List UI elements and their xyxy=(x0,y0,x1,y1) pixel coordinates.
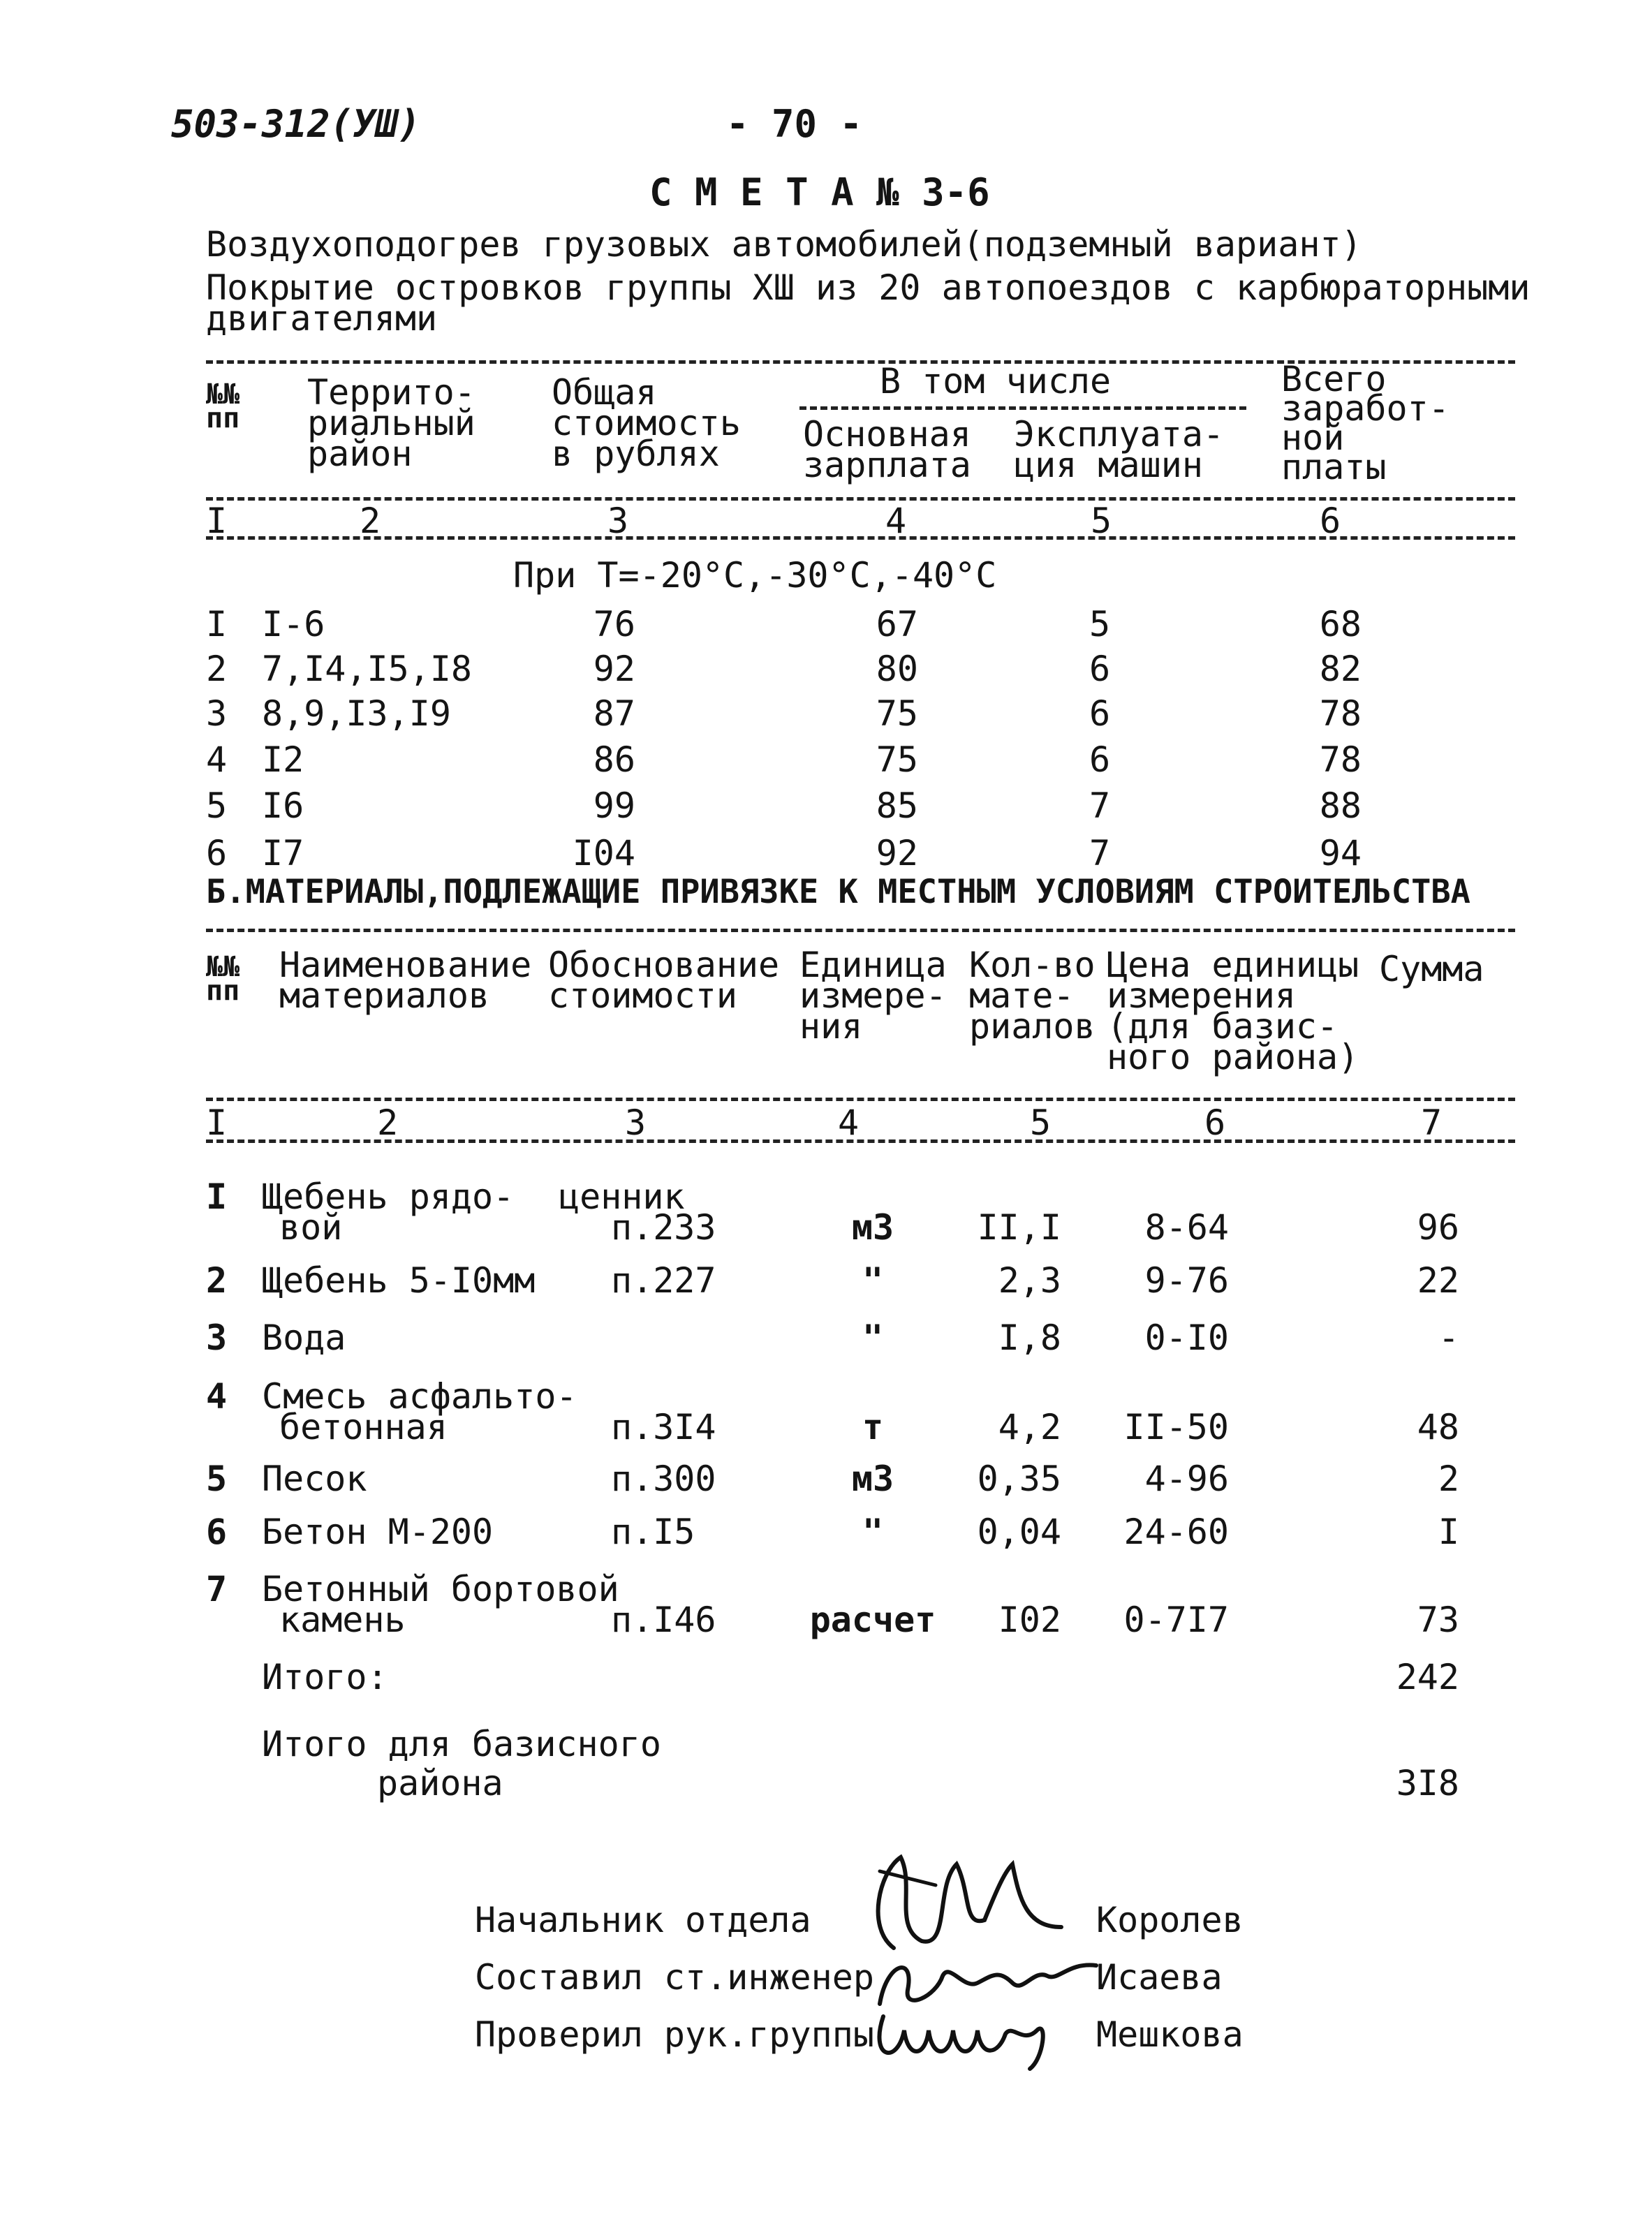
row-basis-ref: п.I5 xyxy=(611,1512,695,1552)
table-a-header-rule xyxy=(206,497,1515,501)
row-number: 5 xyxy=(206,1459,228,1499)
table-b-colnum-3: 3 xyxy=(625,1102,647,1143)
row-material-name: Бетонный бортовой xyxy=(262,1569,619,1609)
row-unit: т xyxy=(862,1407,884,1447)
row-machines: 7 xyxy=(1089,785,1111,826)
row-basis-ref: п.3I4 xyxy=(611,1407,716,1447)
row-salary: 75 xyxy=(876,739,918,780)
row-number: 5 xyxy=(206,785,228,826)
row-unit: м3 xyxy=(851,1459,894,1499)
table-b-header-qty: Кол-во мате- риалов xyxy=(969,945,1096,1047)
row-number: 7 xyxy=(206,1569,228,1609)
table-a-colnum-2: 2 xyxy=(360,501,381,541)
row-sum: 2 xyxy=(1438,1459,1459,1499)
row-quantity: 0,04 xyxy=(977,1512,1061,1552)
row-number: 2 xyxy=(206,1260,228,1301)
row-basis-ref: п.233 xyxy=(611,1207,716,1248)
table-b-header-rule xyxy=(206,1098,1515,1101)
row-sum: 22 xyxy=(1417,1260,1459,1301)
row-total-cost: 76 xyxy=(593,604,635,644)
table-b-colnum-rule xyxy=(206,1139,1515,1143)
row-quantity: I02 xyxy=(998,1600,1061,1640)
row-unit-price: II-50 xyxy=(1123,1407,1229,1447)
table-b-colnum-7: 7 xyxy=(1421,1102,1443,1143)
row-total-cost: 99 xyxy=(593,785,635,826)
subtitle-line-3: двигателями xyxy=(206,298,438,339)
table-a-header-wage: Всего заработ- ной платы xyxy=(1281,359,1450,487)
table-a-colnum-rule xyxy=(206,536,1515,540)
row-wage: 78 xyxy=(1319,693,1362,734)
signature-name-3: Мешкова xyxy=(1096,2014,1244,2055)
table-b-colnum-5: 5 xyxy=(1030,1102,1052,1143)
document-code: 503-312(УШ) xyxy=(171,102,421,146)
row-number: 6 xyxy=(206,833,228,873)
row-quantity: 4,2 xyxy=(998,1407,1061,1447)
temperature-condition: При T=-20°C,-30°C,-40°C xyxy=(513,555,997,596)
table-b-header-name: Наименование материалов xyxy=(279,945,532,1016)
table-b-top-rule xyxy=(206,929,1515,932)
row-salary: 85 xyxy=(876,785,918,826)
row-number: 2 xyxy=(206,649,228,689)
row-quantity: II,I xyxy=(977,1207,1061,1248)
table-b-header-basis: Обоснование стоимости xyxy=(548,945,780,1016)
row-unit: расчет xyxy=(809,1600,936,1640)
row-number: 3 xyxy=(206,1318,228,1358)
row-material-name: Вода xyxy=(262,1318,346,1358)
row-basis-ref: п.227 xyxy=(611,1260,716,1301)
table-b-header-unit: Единица измере- ния xyxy=(799,945,947,1047)
table-a-colnum-3: 3 xyxy=(607,501,629,541)
row-unit-price: 0-7I7 xyxy=(1123,1600,1229,1640)
table-a-header-machines: Эксплуата- ция машин xyxy=(1014,414,1225,485)
row-basis-ref: п.300 xyxy=(611,1459,716,1499)
signature-name-2: Исаева xyxy=(1096,1957,1223,1998)
table-a-header-region: Террито- риальный район xyxy=(307,372,475,474)
estimate-title: С М Е Т А № 3-6 xyxy=(649,170,990,214)
row-number: 4 xyxy=(206,739,228,780)
row-material-name: Щебень 5-I0мм xyxy=(262,1260,536,1301)
row-quantity: I,8 xyxy=(998,1318,1061,1358)
table-a-colnum-6: 6 xyxy=(1320,501,1341,541)
row-region: 7,I4,I5,I8 xyxy=(262,649,473,689)
row-material-name: камень xyxy=(279,1600,406,1640)
table-a-group-rule xyxy=(799,406,1246,410)
table-b-colnum-2: 2 xyxy=(377,1102,399,1143)
row-salary: 80 xyxy=(876,649,918,689)
row-total-cost: 87 xyxy=(593,693,635,734)
table-b-header-number: №№ пп xyxy=(206,951,240,1007)
row-quantity: 2,3 xyxy=(998,1260,1061,1301)
table-a-header-total: Общая стоимость в рублях xyxy=(552,372,741,474)
row-material-name: Смесь асфальто- xyxy=(262,1376,577,1417)
row-number: I xyxy=(206,1176,228,1217)
row-wage: 82 xyxy=(1319,649,1362,689)
row-salary: 75 xyxy=(876,693,918,734)
base-total-value: 3I8 xyxy=(1396,1763,1459,1803)
row-wage: 88 xyxy=(1319,785,1362,826)
row-machines: 5 xyxy=(1089,604,1111,644)
row-unit-price: 8-64 xyxy=(1144,1207,1229,1248)
table-a-header-salary: Основная зарплата xyxy=(803,414,971,485)
row-machines: 7 xyxy=(1089,833,1111,873)
base-total-label-line-2: района xyxy=(377,1763,503,1803)
row-basis-source: ценник xyxy=(559,1176,685,1217)
table-b-colnum-6: 6 xyxy=(1204,1102,1226,1143)
row-material-name: Бетон М-200 xyxy=(262,1512,494,1552)
section-b-title: Б.МАТЕРИАЛЫ,ПОДЛЕЖАЩИЕ ПРИВЯЗКЕ К МЕСТНЫМ УСЛОВИЯМ СТРОИТЕЛЬСТВА xyxy=(206,873,1470,911)
table-b-colnum-1: I xyxy=(206,1102,228,1143)
table-a-colnum-1: I xyxy=(206,501,228,541)
row-wage: 78 xyxy=(1319,739,1362,780)
row-wage: 68 xyxy=(1319,604,1362,644)
row-material-name: вой xyxy=(279,1207,343,1248)
row-unit: " xyxy=(862,1260,884,1301)
row-number: I xyxy=(206,604,228,644)
handwritten-signature-1 xyxy=(852,1843,1103,1962)
subtitle-line-2: Покрытие островков группы ХШ из 20 автопоездов с карбюраторными xyxy=(206,267,1531,308)
signature-name-1: Королев xyxy=(1096,1900,1244,1940)
page-number: - 70 - xyxy=(726,102,863,146)
row-number: 4 xyxy=(206,1376,228,1417)
total-value: 242 xyxy=(1396,1657,1459,1697)
row-wage: 94 xyxy=(1319,833,1362,873)
row-salary: 92 xyxy=(876,833,918,873)
row-region: I-6 xyxy=(262,604,325,644)
row-unit-price: 0-I0 xyxy=(1144,1318,1229,1358)
row-machines: 6 xyxy=(1089,693,1111,734)
row-machines: 6 xyxy=(1089,649,1111,689)
row-material-name: Щебень рядо- xyxy=(262,1176,515,1217)
table-a-header-number: №№ пп xyxy=(206,378,240,434)
row-number: 3 xyxy=(206,693,228,734)
row-unit-price: 9-76 xyxy=(1144,1260,1229,1301)
subtitle-line-1: Воздухоподогрев грузовых автомобилей(подземный вариант) xyxy=(206,224,1362,265)
row-total-cost: 86 xyxy=(593,739,635,780)
table-a-colnum-5: 5 xyxy=(1091,501,1112,541)
row-unit-price: 4-96 xyxy=(1144,1459,1229,1499)
table-a-colnum-4: 4 xyxy=(885,501,907,541)
row-machines: 6 xyxy=(1089,739,1111,780)
row-number: 6 xyxy=(206,1512,228,1552)
signature-role-3: Проверил рук.группы xyxy=(475,2014,874,2055)
row-quantity: 0,35 xyxy=(977,1459,1061,1499)
row-basis-ref: п.I46 xyxy=(611,1600,716,1640)
row-total-cost: 92 xyxy=(593,649,635,689)
signature-role-1: Начальник отдела xyxy=(475,1900,811,1940)
row-unit: " xyxy=(862,1512,884,1552)
table-b-header-price: Цена единицы измерения (для базис- ного района) xyxy=(1107,945,1359,1077)
row-region: 8,9,I3,I9 xyxy=(262,693,451,734)
row-unit-price: 24-60 xyxy=(1123,1512,1229,1552)
row-material-name: бетонная xyxy=(279,1407,448,1447)
row-sum: 73 xyxy=(1417,1600,1459,1640)
row-unit: м3 xyxy=(851,1207,894,1248)
row-salary: 67 xyxy=(876,604,918,644)
row-total-cost: I04 xyxy=(572,833,635,873)
row-region: I7 xyxy=(262,833,304,873)
handwritten-signature-3 xyxy=(869,2002,1058,2079)
row-unit: " xyxy=(862,1318,884,1358)
table-a-header-group: В том числе xyxy=(880,361,1112,401)
row-region: I2 xyxy=(262,739,304,780)
row-sum: 48 xyxy=(1417,1407,1459,1447)
row-region: I6 xyxy=(262,785,304,826)
base-total-label-line-1: Итого для базисного xyxy=(262,1724,661,1764)
table-b-colnum-4: 4 xyxy=(838,1102,860,1143)
row-sum: I xyxy=(1438,1512,1459,1552)
table-b-header-sum: Сумма xyxy=(1379,949,1484,989)
row-material-name: Песок xyxy=(262,1459,367,1499)
signature-role-2: Составил ст.инженер xyxy=(475,1957,874,1998)
row-sum: 96 xyxy=(1417,1207,1459,1248)
row-sum: - xyxy=(1438,1318,1459,1358)
total-label: Итого: xyxy=(262,1657,388,1697)
